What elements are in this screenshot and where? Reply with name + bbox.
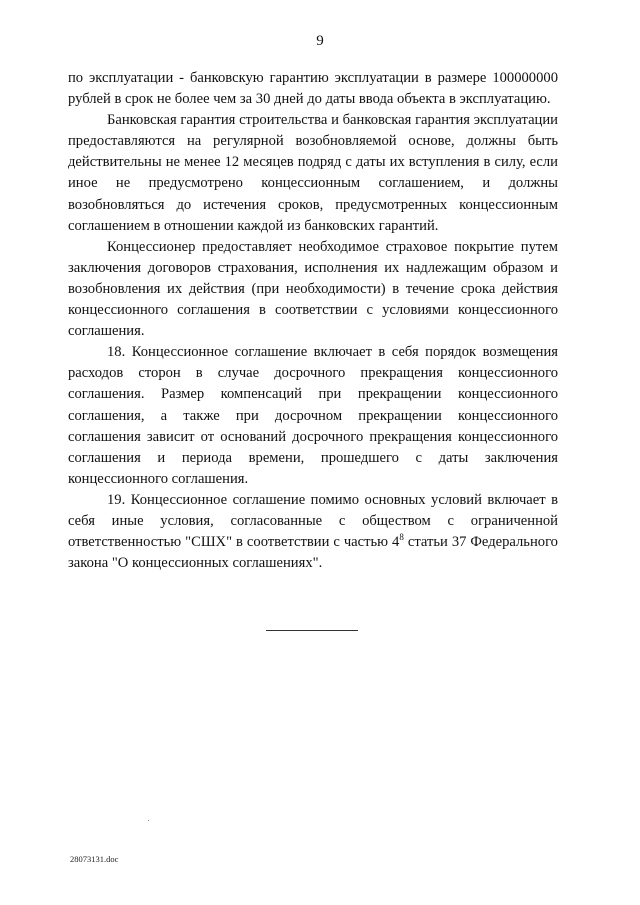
item-19-text-after: статьи 37 Федерального закона "О концессионных соглашениях".: [68, 534, 558, 572]
scan-speck: [148, 820, 149, 821]
paragraph-item-18: 18. Концессионное соглашение включает в себя порядок возмещения расходов сторон в случае досрочного прекращения концессионного соглашения. Размер компенсаций при прекращении концессионного соглашения, а также при досрочном прекращении концессионного соглашения зависит от оснований досрочного прекращения концессионного соглашения и периода времени, прошедшего с даты заключения концессионного соглашения.: [68, 344, 558, 487]
paragraph-bank-guarantee-operation: по эксплуатации - банковскую гарантию эксплуатации в размере 100000000 рублей в срок не более чем за 30 дней до даты ввода объекта в эксплуатацию.: [68, 70, 558, 108]
item-19-superscript: 8: [399, 532, 404, 543]
paragraph-item-19: [68, 490, 558, 574]
end-of-text-rule: [266, 630, 358, 631]
paragraph-bank-guarantees-renewal: Банковская гарантия строительства и банковская гарантия эксплуатации предоставляются на регулярной возобновляемой основе, должны быть действительны не менее 12 месяцев подряд с даты их вступления в силу, если иное не предусмотрено концессионным соглашением, и должны возобновляться до истечения сроков, предусмотренных концессионным соглашением в отношении каждой из банковских гарантий.: [68, 112, 558, 234]
item-19-text-before: 19. Концессионное соглашение помимо основных условий включает в себя иные условия, согласованные с обществом с ограниченной ответственностью "СШХ" в соответствии с частью 4: [68, 491, 558, 551]
page-number: 9: [316, 33, 324, 49]
footer-filename: 28073131.doc: [70, 854, 119, 864]
document-body: [68, 68, 558, 574]
paragraph-insurance-coverage: Концессионер предоставляет необходимое страховое покрытие путем заключения договоров страхования, исполнения их надлежащим образом и возобновления их действия (при необходимости) в течение срока действия концессионного соглашения в соответствии с условиями концессионного соглашения.: [68, 238, 558, 340]
